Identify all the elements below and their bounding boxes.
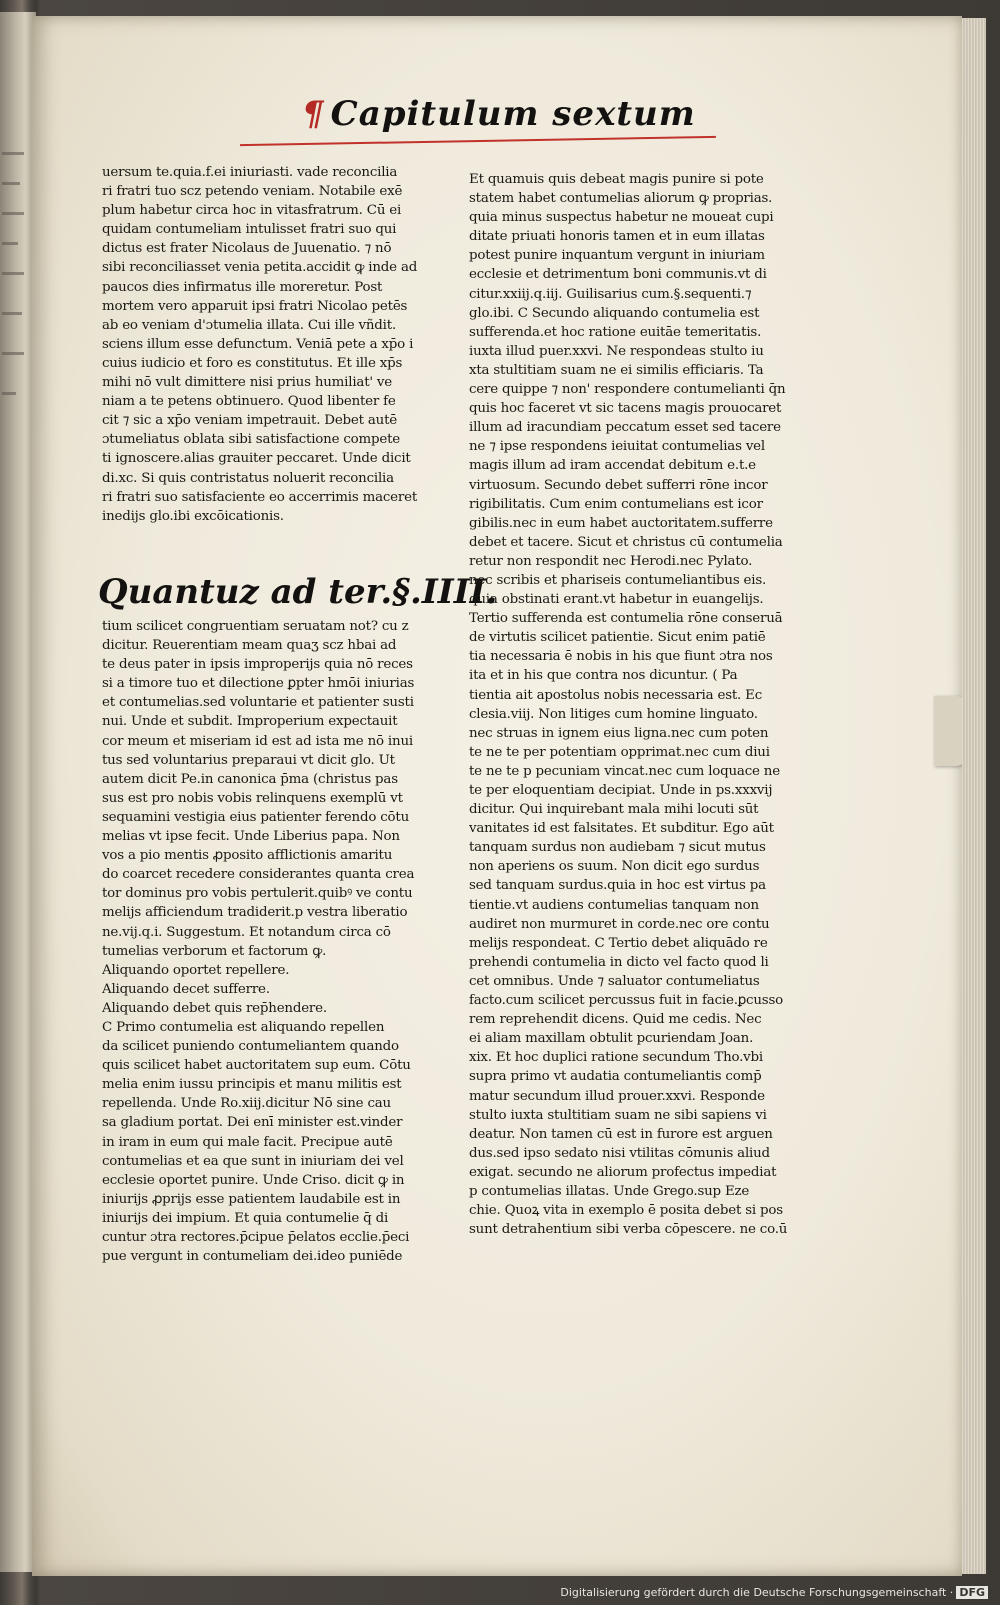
text-line: p contumelias illatas. Unde Grego.sup Eze: [469, 1183, 750, 1199]
text-line: xix. Et hoc duplici ratione secundum Tho.vbi: [469, 1050, 763, 1066]
book-page: [32, 16, 962, 1576]
text-line: gibilis.nec in eum habet auctoritatem.sufferre: [469, 515, 773, 531]
page-title: ¶ Capitulum sextum: [302, 94, 696, 134]
text-line: tor dominus pro vobis pertulerit.quibꝰ ve contu: [102, 886, 413, 902]
text-line: rigibilitatis. Cum enim contumelians est icor: [469, 496, 763, 512]
text-line: tia necessaria ē nobis in his que fiunt ɔtra nos: [469, 649, 773, 665]
text-line: dictus est frater Nicolaus de Juuenatio. ⁊ nō: [102, 241, 392, 257]
text-line: nui. Unde et subdit. Improperium expectauit: [102, 714, 398, 730]
text-line: chie. Quoꝝ vita in exemplo ē posita debet si pos: [469, 1203, 783, 1219]
text-line: matur secundum illud prouer.xxvi. Responde: [469, 1088, 765, 1104]
text-line: sufferenda.et hoc ratione euitāe temeritatis.: [469, 324, 762, 340]
text-line: tium scilicet congruentiam seruatam not? cu z: [102, 619, 409, 634]
text-line: Aliquando oportet repellere.: [102, 962, 290, 978]
text-line: glo.ibi. C Secundo aliquando contumelia est: [469, 305, 760, 321]
left-column-top: [102, 163, 432, 526]
text-line: quia obstinati erant.vt habetur in euangelijs.: [469, 592, 764, 608]
text-line: melijs respondeat. C Tertio debet aliquādo re: [469, 935, 768, 951]
text-line: te per eloquentiam decipiat. Unde in ps.xxxvij: [469, 783, 773, 798]
text-line: facto.cum scilicet percussus fuit in facie.ꝑcusso: [469, 993, 783, 1009]
text-line: sibi reconciliasset venia petita.accidit ꝙ inde ad: [102, 260, 418, 276]
text-line: statem habet contumelias aliorum ꝙ proprias.: [469, 191, 773, 207]
text-line: uersum te.quia.f.ei iniuriasti. vade reconcilia: [102, 165, 398, 180]
text-line: sunt detrahentium sibi verba cōpescere. ne co.ū: [469, 1222, 788, 1238]
text-line: dicitur. Reuerentiam meam quaʒ scz hbai ad: [102, 638, 397, 654]
text-line: melias vt ipse fecit. Unde Liberius papa. Non: [102, 829, 400, 845]
text-line: da scilicet puniendo contumeliantem quando: [102, 1039, 399, 1055]
text-line: de virtutis scilicet patientie. Sicut enim patiē: [469, 630, 766, 646]
text-line: ti ignoscere.alias grauiter peccaret. Unde dicit: [102, 451, 411, 467]
text-line: C Primo contumelia est aliquando repellen: [102, 1019, 385, 1035]
text-line: non aperiens os suum. Non dicit ego surdus: [469, 859, 760, 875]
text-line: te ne te per potentiam opprimat.nec cum diui: [469, 744, 770, 760]
text-line: ei aliam maxillam obtulit pcuriendam Joan.: [469, 1031, 754, 1047]
text-line: iniurijs dei impium. Et quia contumelie q̄ di: [102, 1210, 389, 1226]
text-line: repellenda. Unde Ro.xiij.dicitur Nō sine cau: [102, 1096, 391, 1112]
text-line: contumelias et ea que sunt in iniuriam dei vel: [102, 1153, 404, 1169]
text-line: dicitur. Qui inquirebant mala mihi locuti sūt: [469, 802, 759, 818]
facing-page-edge: [0, 12, 36, 1572]
text-line: autem dicit Pe.in canonica p̄ma (christus pas: [102, 771, 398, 787]
text-line: sequamini vestigia eius patienter ferendo cōtu: [102, 809, 410, 825]
text-line: ecclesie oportet punire. Unde Criso. dicit ꝙ in: [102, 1172, 405, 1188]
text-line: nec struas in ignem eius ligna.nec cum poten: [469, 725, 769, 741]
text-line: iuxta illud puer.xxvi. Ne respondeas stulto iu: [469, 343, 764, 359]
page-stack-edge: [962, 18, 986, 1574]
text-line: plum habetur circa hoc in vitasfratrum. Cū ei: [102, 203, 402, 219]
text-line: te ne te p pecuniam vincat.nec cum loquace ne: [469, 763, 780, 779]
text-line: Et quamuis quis debeat magis punire si pote: [469, 172, 764, 187]
footer-credit: Digitalisierung gefördert durch die Deutsche Forschungsgemeinschaft · DFG: [560, 1586, 988, 1599]
text-line: virtuosum. Secundo debet sufferri rōne incor: [469, 477, 768, 493]
right-column: [469, 170, 799, 1239]
text-line: xta stultitiam suam ne ei similis efficiaris. Ta: [469, 362, 764, 378]
text-line: ne ⁊ ipse respondens ieiuitat contumelias vel: [469, 439, 765, 455]
text-line: sus est pro nobis vobis relinquens exemplū vt: [102, 790, 403, 806]
text-line: ditate priuati honoris tamen et in eum illatas: [469, 229, 765, 245]
text-line: ɔtumeliatus oblata sibi satisfactione compete: [102, 432, 401, 448]
text-line: cuius iudicio et foro es constitutus. Et ille xp̄s: [102, 355, 403, 371]
text-line: in iram in eum qui male facit. Precipue autē: [102, 1134, 393, 1150]
text-line: dus.sed ipso sedato nisi vtilitas cōmunis aliud: [469, 1145, 770, 1161]
text-line: ri fratri tuo scz petendo veniam. Notabile exē: [102, 184, 403, 200]
text-line: ne.vij.q.i. Suggestum. Et notandum circa cō: [102, 924, 391, 940]
text-line: te deus pater in ipsis improperijs quia nō reces: [102, 657, 413, 673]
text-line: ab eo veniam d'ɔtumelia illata. Cui ille vñdit.: [102, 317, 397, 333]
text-line: mortem vero apparuit ipsi fratri Nicolao petēs: [102, 298, 408, 314]
text-line: ita et in his que contra nos dicuntur. ( Pa: [469, 668, 738, 684]
text-line: potest punire inquantum vergunt in iniuriam: [469, 248, 765, 264]
text-line: cet omnibus. Unde ⁊ saluator contumeliatus: [469, 973, 760, 989]
text-line: sa gladium portat. Dei enī minister est.vinder: [102, 1115, 403, 1131]
text-line: do coarcet recedere considerantes quanta crea: [102, 867, 415, 883]
text-line: tientia ait apostolus nobis necessaria est. Ec: [469, 687, 763, 703]
text-line: supra primo vt audatia contumeliantis comp̄: [469, 1069, 762, 1085]
text-line: stulto iuxta stultitiam suam ne sibi sapiens vi: [469, 1107, 767, 1123]
text-line: nec scribis et phariseis contumeliantibus eis.: [469, 572, 767, 588]
text-line: ecclesie et detrimentum boni communis.vt di: [469, 267, 767, 283]
text-line: vanitates id est falsitates. Et subditur. Ego aūt: [469, 821, 774, 837]
text-line: melia enim iussu principis et manu militis est: [102, 1077, 402, 1093]
text-line: ri fratri suo satisfaciente eo accerrimis maceret: [102, 489, 417, 505]
text-line: cere quippe ⁊ non' respondere contumelianti q̄n: [469, 382, 786, 398]
text-line: vos a pio mentis ꝓposito afflictionis amaritu: [102, 848, 393, 864]
text-line: deatur. Non tamen cū est in furore est arguen: [469, 1126, 773, 1142]
dfg-logo: DFG: [956, 1586, 988, 1599]
text-line: si a timore tuo et dilectione ꝑpter hmōi iniurias: [102, 676, 415, 692]
text-line: quis scilicet habet auctoritatem sup eum. Cōtu: [102, 1058, 411, 1074]
text-line: exigat. secundo ne aliorum profectus impediat: [469, 1164, 777, 1180]
text-line: audiret non murmuret in corde.nec ore contu: [469, 916, 770, 932]
text-line: pue vergunt in contumeliam dei.ideo puniēde: [102, 1249, 403, 1265]
text-line: clesia.viij. Non litiges cum homine linguato.: [469, 706, 758, 722]
text-line: mihi nō vult dimittere nisi prius humiliat' ve: [102, 375, 393, 391]
text-line: di.xc. Si quis contristatus noluerit reconcilia: [102, 470, 394, 486]
text-line: et contumelias.sed voluntarie et patienter susti: [102, 695, 414, 711]
text-line: cuntur ɔtra rectores.p̄cipue p̄elatos ecclie.p̄eci: [102, 1230, 410, 1245]
text-line: tus sed voluntarius preparaui vt dicit glo. Ut: [102, 752, 395, 768]
text-line: melijs afficiendum tradiderit.p vestra liberatio: [102, 905, 408, 921]
text-line: niam a te petens obtinuero. Quod libenter fe: [102, 394, 396, 410]
text-line: sciens illum esse defunctum. Veniā pete a xp̄o i: [102, 336, 414, 352]
text-line: Tertio sufferenda est contumelia rōne conseruā: [469, 611, 783, 627]
text-line: Aliquando decet sufferre.: [102, 981, 270, 997]
text-line: debet et tacere. Sicut et christus cū contumelia: [469, 534, 783, 550]
left-column-bottom: [102, 617, 432, 1266]
text-line: cit ⁊ sic a xp̄o veniam impetrauit. Debet autē: [102, 413, 398, 429]
section-heading: Quantuz ad ter.§.IIII.: [98, 572, 498, 612]
text-line: tumelias verborum et factorum ꝙ.: [102, 943, 327, 959]
text-line: retur non respondit nec Herodi.nec Pylato.: [469, 553, 753, 569]
text-line: prehendi contumelia in dicto vel facto quod li: [469, 954, 769, 970]
text-line: paucos dies infirmatus ille moreretur. Post: [102, 279, 383, 295]
text-line: magis illum ad iram accendat debitum e.t.e: [469, 458, 756, 474]
text-line: sed tanquam surdus.quia in hoc est virtus pa: [469, 878, 766, 894]
text-line: Aliquando debet quis rep̄hendere.: [102, 1000, 327, 1016]
text-line: illum ad iracundiam peccatum esset sed tacere: [469, 420, 781, 436]
text-line: tientie.vt audiens contumelias tanquam non: [469, 897, 759, 913]
text-line: inedijs glo.ibi excōicationis.: [102, 508, 284, 524]
text-line: citur.xxiij.q.iij. Guilisarius cum.§.sequenti.⁊: [469, 286, 752, 302]
text-line: quidam contumeliam intulisset fratri suo qui: [102, 222, 397, 238]
text-line: quis hoc faceret vt sic tacens magis prouocaret: [469, 401, 782, 417]
text-line: quia minus suspectus habetur ne moueat cupi: [469, 210, 774, 226]
text-line: iniurijs ꝓprijs esse patientem laudabile est in: [102, 1191, 401, 1207]
text-line: tanquam surdus non audiebam ⁊ sicut mutus: [469, 840, 766, 856]
text-line: cor meum et miseriam id est ad ista me nō inui: [102, 733, 413, 749]
text-line: rem reprehendit dicens. Quid me cedis. Nec: [469, 1012, 762, 1028]
